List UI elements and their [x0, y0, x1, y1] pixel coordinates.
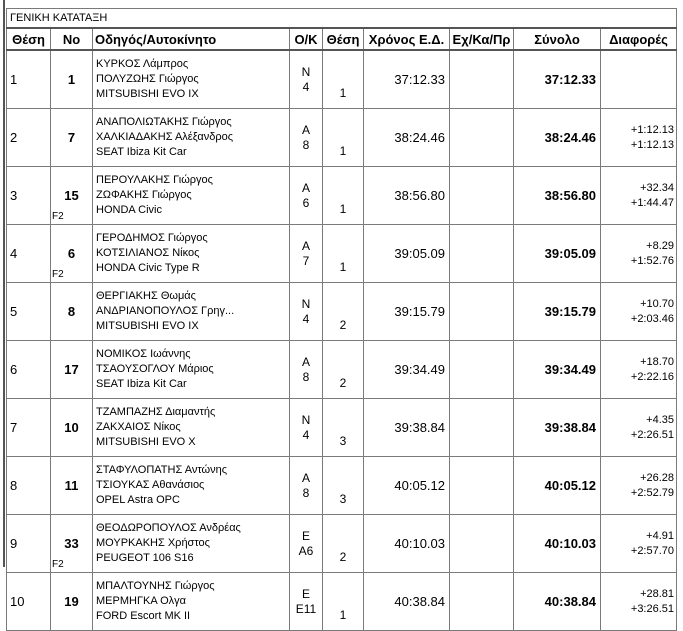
car-number: 15: [64, 188, 79, 203]
class: 4: [302, 311, 310, 326]
class: 4: [302, 79, 310, 94]
driver-name: ΘΕΡΓΙΑΚΗΣ Θωμάς: [96, 290, 196, 302]
header-diff: Διαφορές: [601, 28, 677, 50]
driver-cell: [93, 341, 290, 399]
position-cell: 6: [7, 341, 51, 399]
diff-leader: +1:12.13: [630, 138, 675, 151]
table-row: [7, 573, 677, 631]
diff-leader: +2:52.79: [630, 486, 675, 499]
driver-cell: [93, 515, 290, 573]
stage-time-cell: 39:05.09: [364, 225, 450, 283]
class-marker: F2: [52, 211, 64, 222]
header-row: [7, 28, 677, 50]
total-time-cell: 38:56.80: [514, 167, 601, 225]
table-row: [7, 457, 677, 515]
group: E: [301, 528, 310, 543]
codriver-name: ΖΑΚΧΑΙΟΣ Νίκος: [96, 421, 181, 433]
car-number-cell: [51, 167, 93, 225]
difference-cell: [601, 341, 677, 399]
difference-cell: [601, 399, 677, 457]
car-number: 17: [64, 362, 79, 377]
group-class-cell: [290, 341, 323, 399]
table-row: [7, 283, 677, 341]
stage-time-cell: 40:10.03: [364, 515, 450, 573]
penalties-cell: [450, 167, 514, 225]
difference-cell: [601, 50, 677, 109]
total-time-cell: 40:10.03: [514, 515, 601, 573]
driver-name: ΜΠΑΛΤΟΥΝΗΣ Γιώργος: [96, 580, 215, 592]
group: A: [301, 470, 310, 485]
class-position-cell: 1: [323, 109, 364, 167]
car-number-cell: [51, 399, 93, 457]
class-position-cell: 1: [323, 573, 364, 631]
codriver-name: ΜΟΥΡΚΑΚΗΣ Χρήστος: [96, 537, 210, 549]
diff-leader: +1:52.76: [630, 254, 675, 267]
header-driver: Οδηγός/Αυτοκίνητο: [93, 28, 290, 50]
diff-previous: +10.70: [640, 297, 675, 310]
group-class-cell: [290, 515, 323, 573]
class-position-cell: 3: [323, 457, 364, 515]
diff-leader: +1:44.47: [630, 196, 675, 209]
group-class-cell: [290, 457, 323, 515]
stage-time-cell: 40:38.84: [364, 573, 450, 631]
driver-cell: [93, 167, 290, 225]
group-class-cell: [290, 50, 323, 109]
stage-time-cell: 39:38.84: [364, 399, 450, 457]
position-cell: 2: [7, 109, 51, 167]
car-number-cell: [51, 50, 93, 109]
car-number: 10: [64, 420, 79, 435]
group: N: [301, 412, 311, 427]
penalties-cell: [450, 50, 514, 109]
difference-cell: [601, 573, 677, 631]
class-position-cell: 1: [323, 225, 364, 283]
car-model: PEUGEOT 106 S16: [96, 552, 194, 564]
header-penalties: Εχ/Κα/Πρ: [450, 28, 514, 50]
class-position-cell: 2: [323, 515, 364, 573]
section-title: ΓΕΝΙΚΗ ΚΑΤΑΤΑΞΗ: [7, 9, 677, 29]
car-number: 6: [67, 246, 76, 261]
car-model: MITSUBISHI EVO IX: [96, 320, 199, 332]
driver-name: ΘΕΟΔΩΡΟΠΟΥΛΟΣ Ανδρέας: [96, 522, 241, 534]
table-row: [7, 341, 677, 399]
header-no: No: [51, 28, 93, 50]
driver-cell: [93, 283, 290, 341]
car-number-cell: [51, 225, 93, 283]
position-cell: 10: [7, 573, 51, 631]
stage-time-cell: 38:24.46: [364, 109, 450, 167]
class-position-cell: 1: [323, 50, 364, 109]
car-model: MITSUBISHI EVO IX: [96, 88, 199, 100]
diff-previous: +32.34: [640, 181, 675, 194]
class: 4: [302, 427, 310, 442]
penalties-cell: [450, 109, 514, 167]
diff-previous: +18.70: [640, 355, 675, 368]
left-border: [3, 0, 5, 567]
driver-name: ΠΕΡΟΥΛΑΚΗΣ Γιώργος: [96, 174, 213, 186]
total-time-cell: 40:38.84: [514, 573, 601, 631]
driver-cell: [93, 573, 290, 631]
total-time-cell: 39:34.49: [514, 341, 601, 399]
total-time-cell: 39:15.79: [514, 283, 601, 341]
car-number: 8: [67, 304, 76, 319]
diff-leader: +2:22.16: [630, 370, 675, 383]
driver-name: ΑΝΑΠΟΛΙΩΤΑΚΗΣ Γιώργος: [96, 116, 232, 128]
class-position-cell: 1: [323, 167, 364, 225]
results-table: [6, 8, 677, 631]
diff-leader: +2:57.70: [630, 544, 675, 557]
position-cell: 9: [7, 515, 51, 573]
driver-cell: [93, 225, 290, 283]
codriver-name: ΤΣΑΟΥΣΟΓΛΟΥ Μάριος: [96, 363, 214, 375]
class: 8: [302, 369, 310, 384]
driver-name: ΝΟΜΙΚΟΣ Ιωάννης: [96, 348, 191, 360]
penalties-cell: [450, 457, 514, 515]
header-total: Σύνολο: [514, 28, 601, 50]
class: 8: [302, 137, 310, 152]
codriver-name: ΖΩΦΑΚΗΣ Γιώργος: [96, 189, 192, 201]
car-model: HONDA Civic: [96, 204, 163, 216]
total-time-cell: 37:12.33: [514, 50, 601, 109]
class: 8: [302, 485, 310, 500]
driver-cell: [93, 50, 290, 109]
header-class-pos: Θέση: [323, 28, 364, 50]
group-class-cell: [290, 573, 323, 631]
stage-time-cell: 38:56.80: [364, 167, 450, 225]
codriver-name: ΜΕΡΜΗΓΚΑ Ολγα: [96, 595, 187, 607]
class-marker: F2: [52, 559, 64, 570]
header-time: Χρόνος Ε.Δ.: [364, 28, 450, 50]
table-row: [7, 399, 677, 457]
car-model: OPEL Astra OPC: [96, 494, 180, 506]
class-position-cell: 2: [323, 341, 364, 399]
total-time-cell: 40:05.12: [514, 457, 601, 515]
position-cell: 1: [7, 50, 51, 109]
header-pos: Θέση: [7, 28, 51, 50]
penalties-cell: [450, 573, 514, 631]
diff-previous: +28.81: [640, 587, 675, 600]
class: 6: [302, 195, 310, 210]
driver-name: ΣΤΑΦΥΛΟΠΑΤΗΣ Αντώνης: [96, 464, 228, 476]
position-cell: 4: [7, 225, 51, 283]
car-number-cell: [51, 341, 93, 399]
penalties-cell: [450, 341, 514, 399]
class: E11: [295, 601, 317, 616]
group-class-cell: [290, 109, 323, 167]
car-number-cell: [51, 515, 93, 573]
table-row: [7, 515, 677, 573]
driver-cell: [93, 109, 290, 167]
penalties-cell: [450, 225, 514, 283]
group: N: [301, 64, 311, 79]
group-class-cell: [290, 399, 323, 457]
car-number-cell: [51, 109, 93, 167]
class-position-cell: 2: [323, 283, 364, 341]
penalties-cell: [450, 515, 514, 573]
class: A6: [298, 543, 314, 558]
stage-time-cell: 39:15.79: [364, 283, 450, 341]
car-number-cell: [51, 573, 93, 631]
car-model: FORD Escort MK II: [96, 610, 191, 622]
difference-cell: [601, 167, 677, 225]
group: A: [301, 354, 310, 369]
car-model: SEAT Ibiza Kit Car: [96, 146, 187, 158]
difference-cell: [601, 515, 677, 573]
codriver-name: ΚΟΤΣΙΛΙΑΝΟΣ Νίκος: [96, 247, 200, 259]
position-cell: 3: [7, 167, 51, 225]
position-cell: 5: [7, 283, 51, 341]
diff-leader: +2:26.51: [630, 428, 675, 441]
table-row: [7, 109, 677, 167]
diff-previous: +8.29: [646, 239, 675, 252]
driver-cell: [93, 399, 290, 457]
total-time-cell: 39:38.84: [514, 399, 601, 457]
position-cell: 7: [7, 399, 51, 457]
car-model: MITSUBISHI EVO X: [96, 436, 196, 448]
table-row: [7, 167, 677, 225]
car-number-cell: [51, 457, 93, 515]
diff-previous: +26.28: [640, 471, 675, 484]
stage-time-cell: 40:05.12: [364, 457, 450, 515]
class-position-cell: 3: [323, 399, 364, 457]
total-time-cell: 39:05.09: [514, 225, 601, 283]
driver-name: ΚΥΡΚΟΣ Λάμπρος: [96, 58, 189, 70]
car-model: HONDA Civic Type R: [96, 262, 200, 274]
codriver-name: ΠΟΛΥΖΩΗΣ Γιώργος: [96, 73, 199, 85]
codriver-name: ΤΣΙΟΥΚΑΣ Αθανάσιος: [96, 479, 205, 491]
penalties-cell: [450, 399, 514, 457]
class-marker: F2: [52, 269, 64, 280]
difference-cell: [601, 225, 677, 283]
car-number: 1: [67, 72, 76, 87]
car-number-cell: [51, 283, 93, 341]
table-row: [7, 225, 677, 283]
group: A: [301, 122, 310, 137]
car-number: 33: [64, 536, 79, 551]
car-number: 11: [64, 478, 79, 493]
table-row: [7, 50, 677, 109]
stage-time-cell: 37:12.33: [364, 50, 450, 109]
driver-name: ΓΕΡΟΔΗΜΟΣ Γιώργος: [96, 232, 208, 244]
group: A: [301, 180, 310, 195]
car-number: 7: [67, 130, 76, 145]
difference-cell: [601, 109, 677, 167]
position-cell: 8: [7, 457, 51, 515]
difference-cell: [601, 283, 677, 341]
codriver-name: ΧΑΛΚΙΑΔΑΚΗΣ Αλέξανδρος: [96, 131, 233, 143]
section-title-row: [7, 9, 677, 29]
car-model: SEAT Ibiza Kit Car: [96, 378, 187, 390]
diff-leader: +2:03.46: [630, 312, 675, 325]
group: N: [301, 296, 311, 311]
driver-cell: [93, 457, 290, 515]
codriver-name: ΑΝΔΡΙΑΝΟΠΟΥΛΟΣ Γρηγ...: [96, 305, 235, 317]
driver-name: ΤΖΑΜΠΑΖΗΣ Διαμαντής: [96, 406, 216, 418]
class: 7: [302, 253, 310, 268]
group-class-cell: [290, 167, 323, 225]
group-class-cell: [290, 225, 323, 283]
diff-previous: +4.91: [646, 529, 675, 542]
car-number: 19: [64, 594, 79, 609]
group-class-cell: [290, 283, 323, 341]
difference-cell: [601, 457, 677, 515]
diff-previous: +1:12.13: [630, 123, 675, 136]
penalties-cell: [450, 283, 514, 341]
stage-time-cell: 39:34.49: [364, 341, 450, 399]
total-time-cell: 38:24.46: [514, 109, 601, 167]
header-ok: Ο/Κ: [290, 28, 323, 50]
diff-previous: +4.35: [646, 413, 675, 426]
group: E: [301, 586, 310, 601]
group: A: [301, 238, 310, 253]
diff-leader: +3:26.51: [630, 602, 675, 615]
